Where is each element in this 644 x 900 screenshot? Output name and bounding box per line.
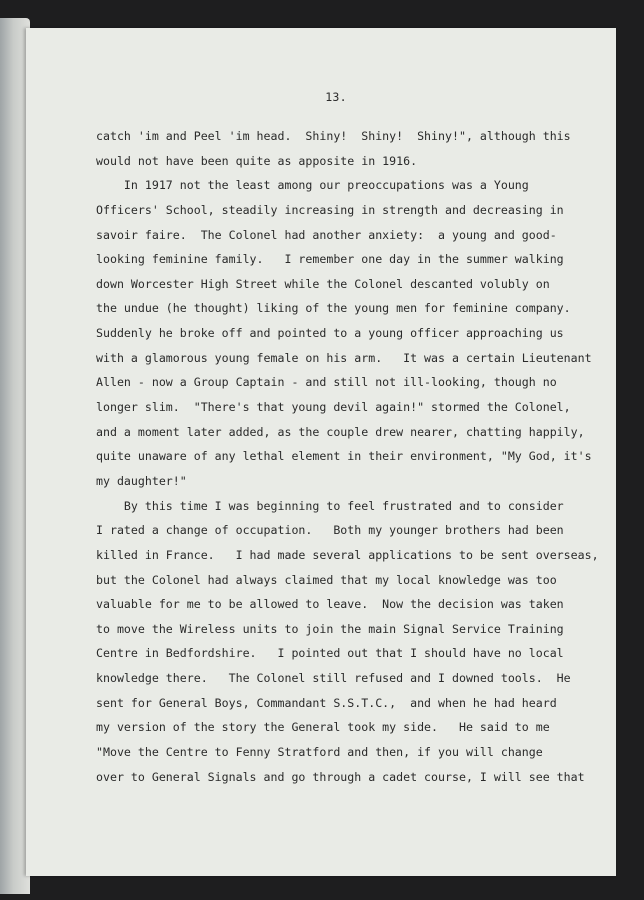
text-line: killed in France. I had made several applications to be sent overseas, xyxy=(96,547,599,562)
text-line: In 1917 not the least among our preoccupations was a Young xyxy=(96,178,529,193)
text-line: quite unaware of any lethal element in their environment, "My God, it's xyxy=(96,449,592,464)
document-page xyxy=(26,28,616,876)
text-line: looking feminine family. I remember one day in the summer walking xyxy=(96,252,564,267)
typewritten-text xyxy=(96,124,599,789)
text-line: over to General Signals and go through a cadet course, I will see that xyxy=(96,769,585,784)
text-line: my daughter!" xyxy=(96,473,187,488)
text-line: longer slim. "There's that young devil again!" stormed the Colonel, xyxy=(96,400,571,415)
text-line: By this time I was beginning to feel frustrated and to consider xyxy=(96,498,564,513)
text-line: would not have been quite as apposite in 1916. xyxy=(96,153,418,168)
text-line: valuable for me to be allowed to leave. Now the decision was taken xyxy=(96,597,564,612)
text-line: sent for General Boys, Commandant S.S.T.C., and when he had heard xyxy=(96,695,557,710)
text-line: Officers' School, steadily increasing in strength and decreasing in xyxy=(96,202,564,217)
text-line: my version of the story the General took my side. He said to me xyxy=(96,720,550,735)
text-line: knowledge there. The Colonel still refused and I downed tools. He xyxy=(96,671,571,686)
text-line: with a glamorous young female on his arm. It was a certain Lieutenant xyxy=(96,350,592,365)
text-line: catch 'im and Peel 'im head. Shiny! Shiny! Shiny!", although this xyxy=(96,129,571,143)
text-line: to move the Wireless units to join the main Signal Service Training xyxy=(96,621,564,636)
page-number: 13. xyxy=(325,90,347,104)
text-line: and a moment later added, as the couple drew nearer, chatting happily, xyxy=(96,424,585,439)
text-line: Suddenly he broke off and pointed to a young officer approaching us xyxy=(96,326,564,341)
text-line: I rated a change of occupation. Both my younger brothers had been xyxy=(96,523,564,538)
text-line: Allen - now a Group Captain - and still not ill-looking, though no xyxy=(96,375,557,390)
text-line: down Worcester High Street while the Colonel descanted volubly on xyxy=(96,276,550,291)
text-line: "Move the Centre to Fenny Stratford and then, if you will change xyxy=(96,745,543,760)
text-line: the undue (he thought) liking of the young men for feminine company. xyxy=(96,301,571,316)
text-line: but the Colonel had always claimed that my local knowledge was too xyxy=(96,572,557,587)
text-line: Centre in Bedfordshire. I pointed out that I should have no local xyxy=(96,646,564,661)
text-line: savoir faire. The Colonel had another anxiety: a young and good- xyxy=(96,227,557,242)
